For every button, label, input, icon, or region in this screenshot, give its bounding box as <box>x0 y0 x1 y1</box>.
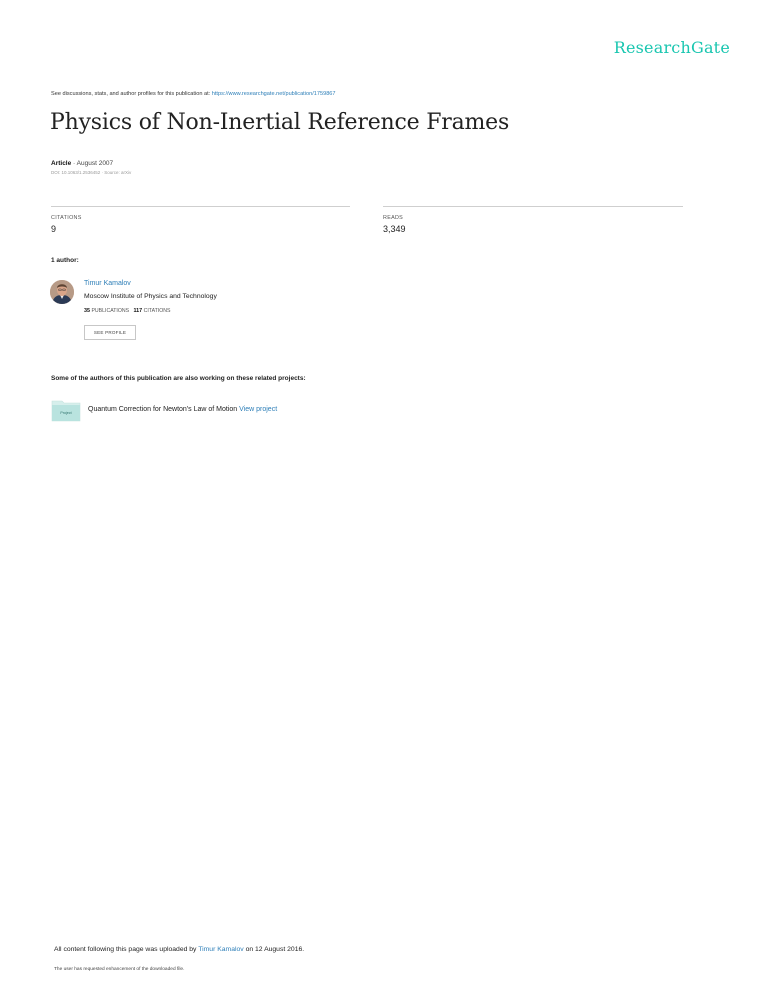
folder-icon <box>51 398 81 422</box>
uploaded-suffix: on 12 August 2016. <box>245 946 305 953</box>
discussions-prefix: See discussions, stats, and author profiles for this publication at: <box>51 91 212 97</box>
publications-count: 35 <box>84 308 90 314</box>
citations-divider <box>51 206 350 207</box>
citations-value: 9 <box>51 224 57 234</box>
project-badge: Project <box>60 411 72 415</box>
author-citations-label: CITATIONS <box>143 308 171 314</box>
reads-divider <box>383 206 683 207</box>
researchgate-logo[interactable]: ResearchGate <box>613 38 730 57</box>
related-projects-heading: Some of the authors of this publication are also working on these related projects: <box>51 375 306 382</box>
doi-source: DOI: 10.1063/1.2536452 · Source: arXiv <box>51 170 132 175</box>
project-line <box>88 406 277 413</box>
reads-label: READS <box>383 215 404 221</box>
publication-title: Physics of Non-Inertial Reference Frames <box>50 110 510 135</box>
view-project-link[interactable]: View project <box>239 406 278 413</box>
project-folder-icon[interactable] <box>51 398 81 422</box>
author-counts <box>84 308 171 314</box>
publication-meta <box>51 160 113 167</box>
publication-url-link[interactable]: https://www.researchgate.net/publication/1759867 <box>211 91 336 97</box>
publication-type: Article <box>51 160 72 167</box>
author-photo-icon <box>50 280 74 304</box>
reads-value: 3,349 <box>383 224 406 234</box>
authors-heading: 1 author: <box>51 257 79 264</box>
see-profile-button[interactable]: SEE PROFILE <box>84 325 136 340</box>
uploader-link[interactable]: Timur Kamalov <box>198 946 244 953</box>
author-citations-count: 117 <box>133 308 143 314</box>
author-avatar[interactable] <box>50 280 74 304</box>
uploaded-prefix: All content following this page was uploaded by <box>54 946 197 953</box>
discussions-line <box>51 91 336 97</box>
publication-date: August 2007 <box>76 160 114 167</box>
enhancement-note: The user has requested enhancement of the downloaded file. <box>54 967 185 972</box>
uploaded-line <box>54 946 304 953</box>
publications-label: PUBLICATIONS <box>91 308 130 314</box>
meta-separator: · <box>71 160 77 167</box>
author-name-link[interactable]: Timur Kamalov <box>84 280 131 287</box>
author-institution: Moscow Institute of Physics and Technology <box>84 293 217 300</box>
citations-label: CITATIONS <box>51 215 82 221</box>
project-title: Quantum Correction for Newton's Law of Motion <box>88 406 238 413</box>
